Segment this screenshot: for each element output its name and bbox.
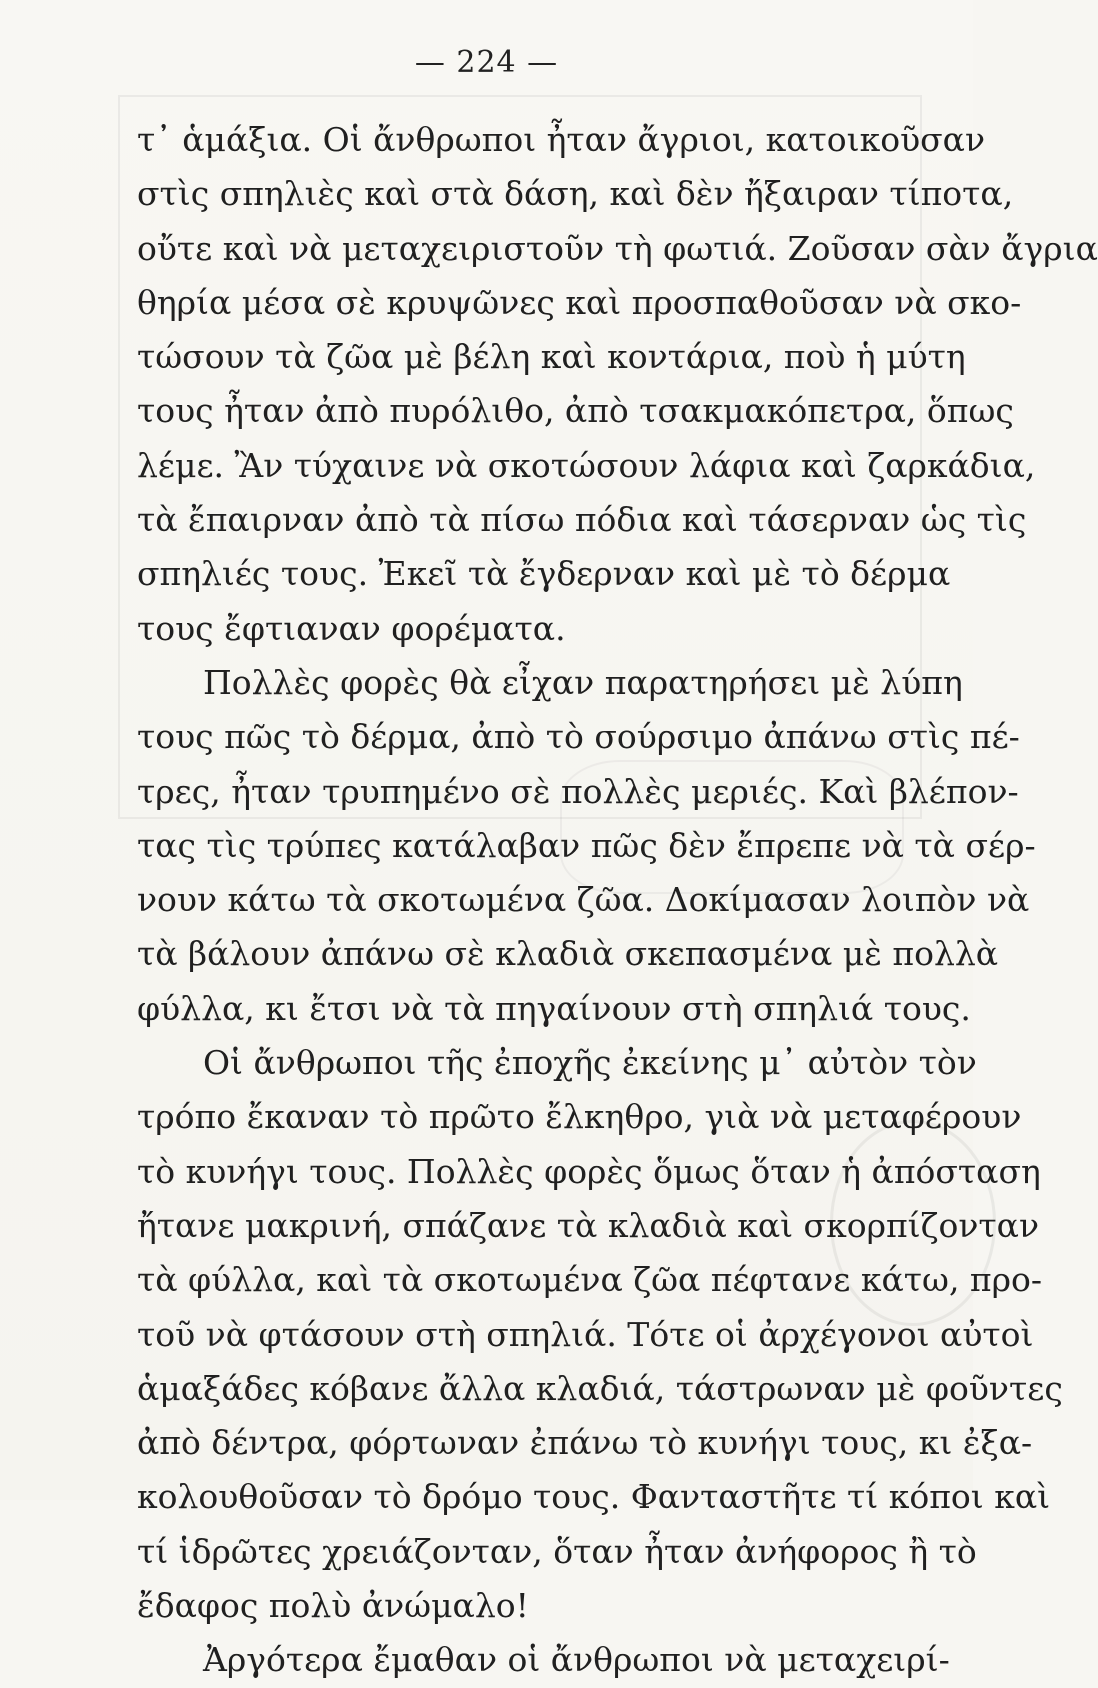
text-line: τὰ φύλλα, καὶ τὰ σκοτωμένα ζῶα πέφτανε κάτω, προ- <box>137 1260 1043 1300</box>
text-line: ἔδαφος πολὺ ἀνώμαλο! <box>137 1586 529 1626</box>
page-number: — 224 — <box>414 45 559 80</box>
text-line: Πολλὲς φορὲς θὰ εἶχαν παρατηρήσει μὲ λύπη <box>203 662 963 702</box>
text-line: τί ἱδρῶτες χρειάζονταν, ὅταν ἦταν ἀνήφορος ἢ τὸ <box>137 1531 977 1571</box>
text-line: τους ἦταν ἀπὸ πυρόλιθο, ἀπὸ τσακμακόπετρα, ὅπως <box>137 391 1014 431</box>
text-line: ἀπὸ δέντρα, φόρτωναν ἐπάνω τὸ κυνήγι τους, κι ἐξα- <box>137 1423 1033 1463</box>
text-line: τὸ κυνήγι τους. Πολλὲς φορὲς ὅμως ὅταν ἡ ἀπόσταση <box>137 1151 1041 1191</box>
text-line: τὰ βάλουν ἀπάνω σὲ κλαδιὰ σκεπασμένα μὲ πολλὰ <box>137 934 999 974</box>
text-line: τρες, ἦταν τρυπημένο σὲ πολλὲς μεριές. Καὶ βλέπον- <box>137 771 1019 811</box>
text-line: θηρία μέσα σὲ κρυψῶνες καὶ προσπαθοῦσαν νὰ σκο- <box>137 282 1022 322</box>
text-line: τρόπο ἔκαναν τὸ πρῶτο ἔλκηθρο, γιὰ νὰ μεταφέρουν <box>137 1097 1022 1137</box>
text-line: τους πῶς τὸ δέρμα, ἀπὸ τὸ σούρσιμο ἀπάνω στὶς πέ- <box>137 717 1020 757</box>
paragraph <box>137 1633 950 1687</box>
text-line: τὰ ἔπαιρναν ἀπὸ τὰ πίσω πόδια καὶ τάσερναν ὡς τὶς <box>137 500 1027 540</box>
text-line: στὶς σπηλιὲς καὶ στὰ δάση, καὶ δὲν ἤξαιραν τίποτα, <box>137 174 1014 214</box>
text-line: Οἱ ἄνθρωποι τῆς ἐποχῆς ἐκείνης μ᾽ αὐτὸν τὸν <box>203 1043 977 1083</box>
text-line: ἁμαξάδες κόβανε ἄλλα κλαδιά, τάστρωναν μὲ φοῦντες <box>137 1368 1063 1408</box>
text-line: ἤτανε μακρινή, σπάζανε τὰ κλαδιὰ καὶ σκορπίζονταν <box>137 1205 1040 1245</box>
paragraph <box>137 113 1098 656</box>
text-line: τας τὶς τρύπες κατάλαβαν πῶς δὲν ἔπρεπε νὰ τὰ σέρ- <box>137 825 1036 865</box>
text-line: λέμε. Ἂν τύχαινε νὰ σκοτώσουν λάφια καὶ ζαρκάδια, <box>137 445 1036 485</box>
text-line: τ᾽ ἁμάξια. Οἱ ἄνθρωποι ἦταν ἄγριοι, κατοικοῦσαν <box>137 120 986 159</box>
text-line: σπηλιές τους. Ἐκεῖ τὰ ἔγδερναν καὶ μὲ τὸ δέρμα <box>137 554 951 594</box>
text-line: Ἀργότερα ἔμαθαν οἱ ἄνθρωποι νὰ μεταχειρί- <box>203 1640 950 1680</box>
text-line: τώσουν τὰ ζῶα μὲ βέλη καὶ κοντάρια, ποὺ ἡ μύτη <box>137 337 966 377</box>
body-text <box>137 113 1098 1688</box>
text-line: νουν κάτω τὰ σκοτωμένα ζῶα. Δοκίμασαν λοιπὸν νὰ <box>137 880 1030 920</box>
text-line: οὔτε καὶ νὰ μεταχειριστοῦν τὴ φωτιά. Ζοῦσαν σὰν ἄγρια <box>137 228 1098 268</box>
paragraph <box>137 1036 1063 1633</box>
text-line: κολουθοῦσαν τὸ δρόμο τους. Φανταστῆτε τί κόποι καὶ <box>137 1477 1051 1517</box>
text-line: φύλλα, κι ἔτσι νὰ τὰ πηγαίνουν στὴ σπηλιά τους. <box>137 988 971 1028</box>
text-line: τους ἔφτιαναν φορέματα. <box>137 608 566 648</box>
paragraph <box>137 656 1036 1036</box>
text-line: τοῦ νὰ φτάσουν στὴ σπηλιά. Τότε οἱ ἀρχέγονοι αὐτοὶ <box>137 1314 1034 1354</box>
